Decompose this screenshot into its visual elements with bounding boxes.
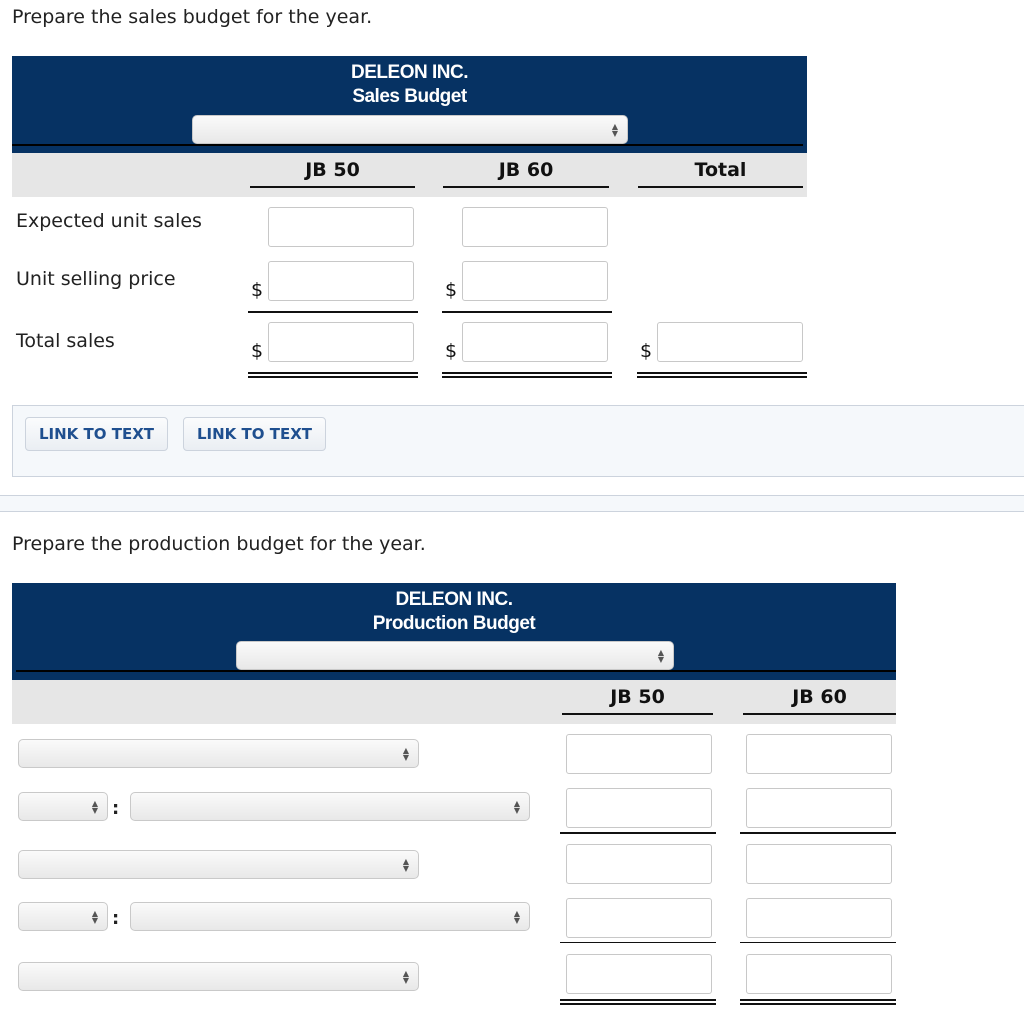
total-underline — [560, 999, 716, 1005]
row-label-select[interactable] — [18, 962, 419, 991]
total-underline — [248, 372, 418, 378]
col-jb50: JB 50 — [610, 686, 665, 708]
total-underline — [740, 832, 896, 834]
total-underline — [250, 186, 415, 188]
total-sales-jb50-input[interactable] — [268, 322, 414, 362]
expected-units-jb60-input[interactable] — [462, 207, 608, 247]
production-title: Production Budget — [372, 613, 536, 634]
total-underline — [740, 942, 896, 943]
total-underline — [442, 372, 612, 378]
link-to-text-button[interactable]: LINK TO TEXT — [183, 417, 326, 451]
total-sales-total-input[interactable] — [657, 322, 803, 362]
total-underline — [443, 186, 609, 188]
production-header — [12, 583, 896, 680]
currency-symbol: $ — [640, 340, 653, 362]
select-arrows-icon: ▲ ▼ — [657, 647, 664, 664]
row-label-select[interactable] — [130, 902, 530, 931]
jb50-input[interactable] — [566, 898, 712, 938]
sales-title: Sales Budget — [352, 86, 467, 107]
row-label: Total sales — [16, 330, 115, 352]
section-separator — [0, 495, 1024, 512]
select-arrows-icon: ▲ ▼ — [513, 908, 520, 925]
total-sales-jb60-input[interactable] — [462, 322, 608, 362]
jb50-input[interactable] — [566, 844, 712, 884]
production-period-select[interactable] — [236, 641, 674, 670]
currency-symbol: $ — [251, 279, 264, 301]
price-jb60-input[interactable] — [462, 261, 608, 301]
row-label-select[interactable] — [18, 850, 419, 879]
jb50-input[interactable] — [566, 954, 712, 994]
total-underline — [638, 186, 803, 188]
sales-header — [12, 56, 807, 153]
currency-symbol: $ — [445, 340, 458, 362]
total-underline — [637, 372, 807, 378]
select-arrows-icon: ▲ ▼ — [611, 121, 618, 138]
currency-symbol: $ — [251, 340, 264, 362]
total-underline — [560, 942, 716, 943]
select-arrows-icon: ▲ ▼ — [91, 798, 98, 815]
select-arrows-icon: ▲ ▼ — [513, 798, 520, 815]
jb60-input[interactable] — [746, 844, 892, 884]
row-label: Expected unit sales — [16, 210, 202, 232]
production-instruction: Prepare the production budget for the year. — [12, 533, 426, 555]
total-underline — [743, 713, 896, 715]
col-jb50: JB 50 — [305, 159, 360, 181]
select-arrows-icon: ▲ ▼ — [402, 856, 409, 873]
link-to-text-button[interactable]: LINK TO TEXT — [25, 417, 168, 451]
colon: : — [112, 798, 120, 819]
colon: : — [112, 908, 120, 929]
jb60-input[interactable] — [746, 788, 892, 828]
jb60-input[interactable] — [746, 954, 892, 994]
divider — [12, 144, 803, 146]
currency-symbol: $ — [445, 279, 458, 301]
total-underline — [248, 311, 418, 313]
row-label-select[interactable] — [130, 792, 530, 821]
select-arrows-icon: ▲ ▼ — [402, 968, 409, 985]
production-company: DELEON INC. — [395, 589, 513, 610]
total-underline — [560, 832, 716, 834]
col-jb60: JB 60 — [792, 686, 847, 708]
jb60-input[interactable] — [746, 898, 892, 938]
operator-select[interactable] — [18, 902, 108, 931]
select-arrows-icon: ▲ ▼ — [91, 908, 98, 925]
jb50-input[interactable] — [566, 788, 712, 828]
total-underline — [562, 713, 713, 715]
sales-company: DELEON INC. — [351, 62, 468, 83]
price-jb50-input[interactable] — [268, 261, 414, 301]
total-underline — [740, 999, 896, 1005]
jb50-input[interactable] — [566, 734, 712, 774]
operator-select[interactable] — [18, 792, 108, 821]
sales-period-select[interactable] — [192, 115, 628, 144]
col-total: Total — [694, 159, 747, 181]
row-label-select[interactable] — [18, 739, 419, 768]
expected-units-jb50-input[interactable] — [268, 207, 414, 247]
divider — [16, 670, 896, 672]
row-label: Unit selling price — [16, 268, 176, 290]
total-underline — [442, 311, 612, 313]
sales-instruction: Prepare the sales budget for the year. — [12, 6, 373, 28]
jb60-input[interactable] — [746, 734, 892, 774]
select-arrows-icon: ▲ ▼ — [402, 745, 409, 762]
col-jb60: JB 60 — [498, 159, 554, 181]
